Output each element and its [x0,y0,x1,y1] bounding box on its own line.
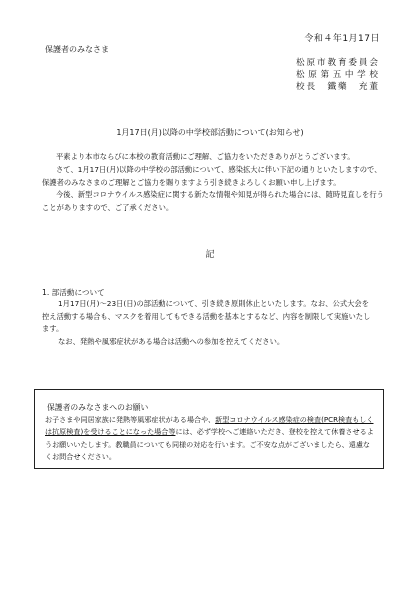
body-paragraph-3: 今後、新型コロナウイルス感染症に関する新たな情報や知見が得られた場合には、随時見直しを行うことがありますので、ご了承ください。 [42,190,384,212]
notice-body [45,414,375,463]
ki-heading: 記 [205,250,215,260]
section-line-1: 1月17日(月)～23日(日)の部活動について、引き続き原則休止といたします。なお、公式大会を控え活動する場合も、マスクを着用してもできる活動を基本とするなど、内容を制限して実施いたします。 [42,299,371,333]
notice-text-1: お子さまや同居家族に発熱等風邪症状がある場合や、 [45,415,216,424]
sender-principal: 校長 鐵藥 充董 [296,82,378,92]
sender-school: 松原第五中学校 [296,70,378,80]
sender-board: 松原市教育委員会 [296,58,378,68]
section-heading: 1. 部活動について [42,288,105,297]
body-paragraph-1: 平素より本市ならびに本校の教育活動にご理解、ご協力をいただきありがとうございます。 [56,152,355,161]
page-title: 1月17日(月)以降の中学校部活動について(お知らせ) [116,128,304,137]
body-paragraph-2: さて、1月17日(月)以降の中学校の部活動について、感染拡大に伴い下記の通りといたしますので、保護者のみなさまのご理解とご協力を賜りますよう引き続きよろしくお願い申し上げます。 [42,165,382,187]
section-line-2: なお、発熱や風邪症状がある場合は活動への参加を控えてください。 [58,337,285,346]
issue-date: 令和４年1月17日 [304,34,380,44]
notice-text-2: 新型コロナウイルス感染症の検査(PCR検査もしくは抗原検査)を受けることになった場合等 [45,415,374,437]
notice-text-3: には、必ず学校へご連絡いただき、登校を控えて休養させるようお願いいたします。教職員についても同様の対応を行います。ご不安な点がございましたら、遠慮なくお問合せください。 [45,427,374,461]
addressee: 保護者のみなさま [45,45,109,54]
notice-title: 保護者のみなさまへのお願い [47,403,149,412]
notice-box [34,389,384,469]
